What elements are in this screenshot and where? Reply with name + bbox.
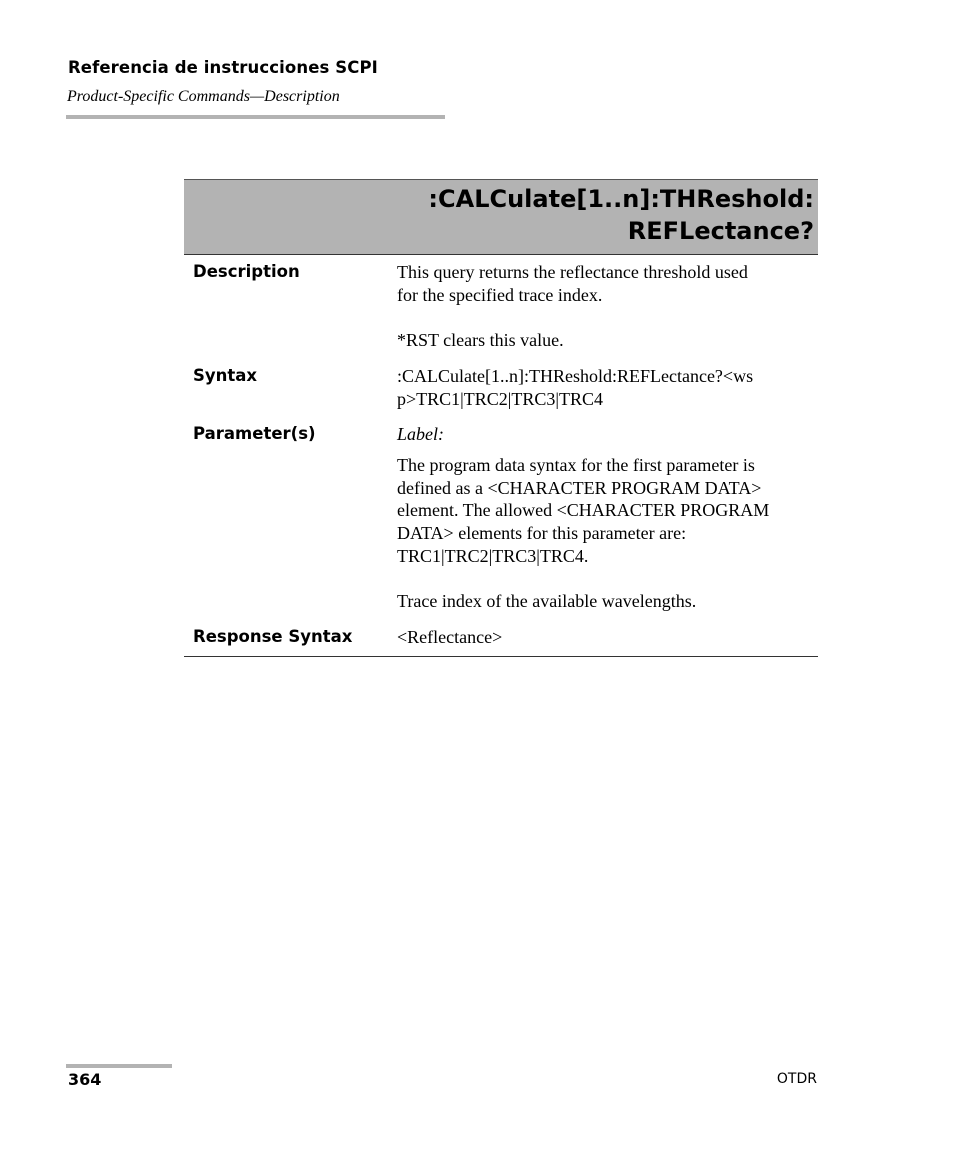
footer-rule (66, 1064, 172, 1068)
syntax-line: p>TRC1|TRC2|TRC3|TRC4 (397, 388, 603, 409)
syntax-line: :CALCulate[1..n]:THReshold:REFLectance?<ws (397, 366, 754, 386)
syntax-label: Syntax (193, 366, 258, 385)
command-title (184, 179, 818, 255)
syntax-value (397, 365, 817, 410)
running-header-subtitle: Product-Specific Commands—Description (67, 88, 340, 105)
footer-product: OTDR (776, 1071, 817, 1087)
description-line: for the specified trace index. (397, 284, 603, 305)
command-table (184, 179, 818, 255)
parameter-name: Label: (397, 424, 444, 444)
running-header-title: Referencia de instrucciones SCPI (68, 58, 378, 77)
parameters-line: TRC1|TRC2|TRC3|TRC4. (397, 545, 589, 566)
header-rule (66, 115, 445, 119)
parameters-line: defined as a <CHARACTER PROGRAM DATA> (397, 477, 762, 498)
response-syntax-value: <Reflectance> (397, 627, 503, 647)
table-bottom-rule (184, 656, 818, 657)
description-line: *RST clears this value. (397, 330, 564, 351)
response-syntax-label: Response Syntax (193, 627, 353, 646)
description-value (397, 261, 817, 352)
description-label: Description (193, 262, 300, 281)
parameters-label: Parameter(s) (193, 424, 316, 443)
parameters-line: The program data syntax for the first parameter is (397, 455, 755, 475)
parameters-value (397, 454, 817, 613)
page-number: 364 (68, 1070, 102, 1089)
parameters-line: Trace index of the available wavelengths. (397, 591, 697, 612)
command-title-line2: REFLectance? (627, 217, 814, 245)
command-title-line1: :CALCulate[1..n]:THReshold: (428, 185, 814, 213)
parameters-line: DATA> elements for this parameter are: (397, 523, 687, 544)
parameters-line: element. The allowed <CHARACTER PROGRAM (397, 500, 770, 521)
description-line: This query returns the reflectance threshold used (397, 262, 748, 282)
